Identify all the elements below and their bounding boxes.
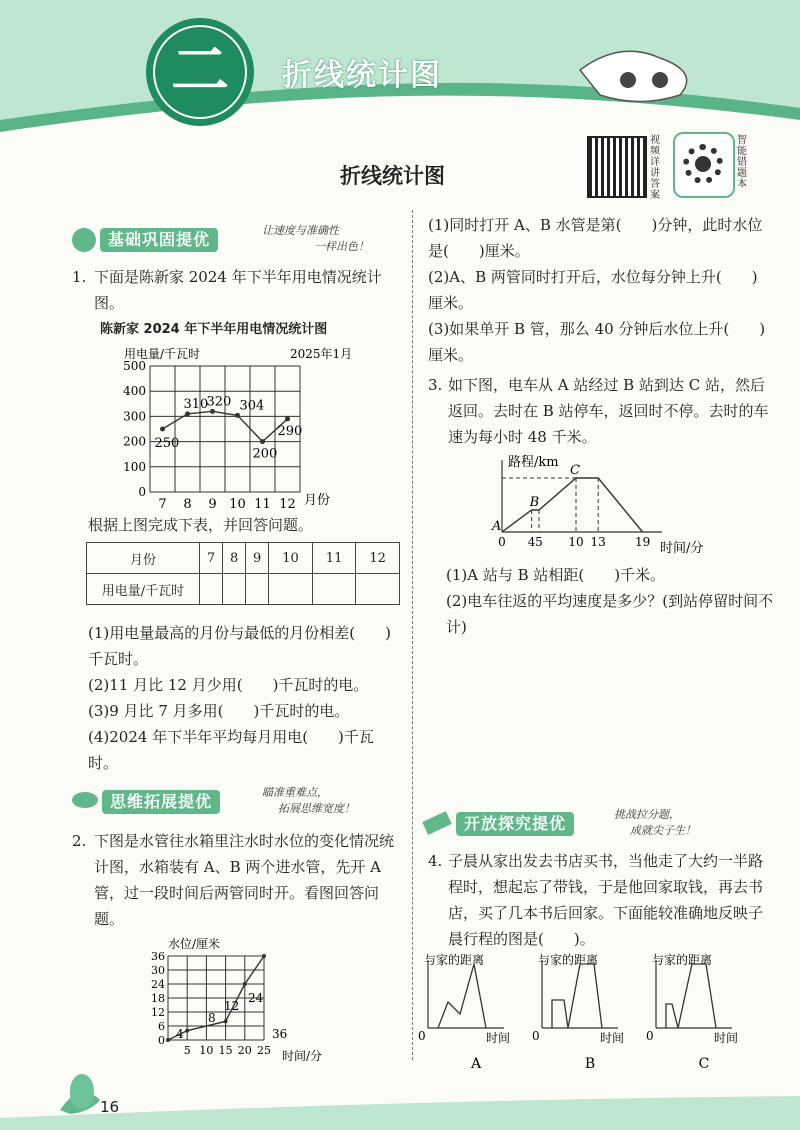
- question-number: 4.: [428, 852, 443, 870]
- q4-graph-line: [666, 964, 716, 1028]
- chart2-ytick: 24: [151, 978, 165, 991]
- chart2-ytick: 0: [158, 1034, 165, 1047]
- section-slogan: 挑战拉分题，: [614, 808, 680, 821]
- q4-graph-ylabel: 与家的距离: [424, 953, 485, 967]
- chart3-point-label: A: [492, 519, 502, 534]
- chart2-ytick: 18: [151, 992, 165, 1005]
- q1-sub4: (4)2024 年下半年平均每月用电( )千瓦时。: [88, 728, 374, 772]
- section-slogan: 成就尖子生！: [630, 824, 696, 837]
- table-month-cell: 9: [246, 543, 269, 574]
- q1-sub2: (2)11 月比 12 月少用( )千瓦时的电。: [88, 676, 369, 694]
- q4-graph-line: [552, 964, 602, 1028]
- q4-option-label: C: [698, 1056, 710, 1072]
- answer-cell[interactable]: [223, 574, 246, 605]
- chart1-ytick: 300: [123, 409, 146, 424]
- q3-sub2: (2)电车往返的平均速度是多少？(到站停留时间不计): [446, 592, 774, 636]
- chart2-point: [166, 1038, 170, 1042]
- qr-left-caption: 视频详讲答案: [650, 135, 660, 201]
- section-header-extend: [72, 786, 402, 818]
- chart2-point: [243, 982, 247, 986]
- section-slogan: 拓展思维宽度！: [278, 802, 355, 815]
- chart2-point: [185, 1029, 189, 1033]
- q4-graph-line: [438, 964, 486, 1028]
- question-number: 1.: [72, 268, 87, 286]
- table-month-cell: 7: [200, 543, 223, 574]
- question-text: 下图是水管往水箱里注水时水位的变化情况统计图，水箱装有 A、B 两个进水管，先开 A 管，过一段时间后两管同时开。看图回答问题。: [94, 832, 395, 928]
- chart2-xtick: 25: [257, 1044, 271, 1057]
- qr-code-right: [673, 132, 735, 198]
- chart1-ytick: 200: [123, 434, 146, 449]
- target-icon: [72, 228, 96, 252]
- chart3-xtick: 5: [535, 535, 543, 549]
- answer-cell[interactable]: [269, 574, 313, 605]
- chart2-point: [224, 1019, 228, 1023]
- satellite-icon: [422, 811, 451, 835]
- chart2-data-label: 12: [224, 999, 240, 1013]
- chart1-data-label: 320: [206, 394, 232, 410]
- chart1-subtitle: 2025年1月: [290, 347, 353, 361]
- chart1-data-label: 304: [239, 398, 265, 414]
- dolphin-icon: [70, 1074, 94, 1108]
- table-month-cell: 11: [312, 543, 356, 574]
- chart1-point: [185, 411, 190, 416]
- chart1-ylabel: 用电量/千瓦时: [124, 347, 201, 361]
- q2-subquestions: [428, 212, 768, 368]
- chart1-point: [160, 427, 165, 432]
- chart2-xlabel: 时间/分: [282, 1049, 323, 1063]
- question-text: 下面是陈新家 2024 年下半年用电情况统计图。: [94, 268, 382, 312]
- q4-option-label: A: [470, 1056, 482, 1072]
- column-divider: [412, 210, 413, 1060]
- q3-sub1: (1)A 站与 B 站相距( )千米。: [446, 566, 666, 584]
- q1-instruction: 根据上图完成下表，并回答问题。: [88, 516, 314, 534]
- question-number: 3.: [428, 376, 443, 394]
- section-slogan: 瞄准重难点，: [262, 786, 328, 799]
- section-slogan: 一样出色！: [314, 240, 369, 253]
- chart1-data-label: 290: [277, 423, 303, 439]
- q2-sub3: (3)如果单开 B 管，那么 40 分钟后水位上升( )厘米。: [428, 320, 766, 364]
- answer-cell[interactable]: [246, 574, 269, 605]
- question-text: 如下图，电车从 A 站经过 B 站到达 C 站，然后返回。去时在 B 站停车，返回时不停。去时的车速为每小时 48 千米。: [448, 376, 769, 446]
- chart2-data-label: 24: [248, 991, 264, 1005]
- question-number: 2.: [72, 832, 87, 850]
- q1-subquestions: [88, 620, 400, 776]
- chart3-xtick: 10: [568, 535, 584, 549]
- chart2-ytick: 6: [158, 1020, 165, 1033]
- table-month-cell: 12: [356, 543, 400, 574]
- chart3-xtick: 13: [590, 535, 606, 549]
- qr-code-left: [587, 136, 647, 198]
- q4-graph-xlabel: 时间: [486, 1031, 511, 1045]
- chart3-point-label: C: [570, 463, 580, 478]
- page-title: 折线统计图: [340, 164, 445, 188]
- q4-option-graphs: [410, 948, 790, 1078]
- chart1-xtick: 11: [254, 497, 271, 512]
- q4-graph-xlabel: 时间: [714, 1031, 739, 1045]
- q3-subquestions: [446, 562, 776, 640]
- chart3-xtick: 0: [498, 535, 506, 549]
- chart2-ytick: 30: [151, 964, 165, 977]
- chart1-xtick: 8: [183, 497, 192, 512]
- table-month-cell: 10: [269, 543, 313, 574]
- chart1-data-label: 250: [154, 436, 180, 451]
- chart-tram-route: [484, 452, 724, 560]
- table-header-cell: 月份: [87, 543, 200, 574]
- chart3-ylabel: 路程/km: [508, 455, 559, 470]
- chart1-xlabel: 月份: [304, 493, 331, 508]
- chart1-xtick: 9: [208, 497, 217, 512]
- chart2-data-label: 36: [272, 1027, 288, 1041]
- question-2: [72, 828, 402, 932]
- chart1-title: 陈新家 2024 年下半年用电情况统计图: [100, 322, 328, 337]
- q4-graph-origin: 0: [532, 1029, 540, 1043]
- question-4: [428, 848, 773, 952]
- chart1-ytick: 0: [138, 485, 146, 499]
- q4-graph-origin: 0: [646, 1029, 654, 1043]
- answer-cell[interactable]: [312, 574, 356, 605]
- table-month-cell: 8: [223, 543, 246, 574]
- chart3-xtick: 19: [634, 535, 651, 549]
- chart-water-level: [140, 934, 360, 1064]
- chart1-point: [260, 439, 265, 444]
- chart1-point: [235, 413, 240, 418]
- electricity-table: [86, 542, 400, 605]
- section-slogan: 让速度与准确性: [262, 224, 339, 237]
- chart3-series-line: [502, 478, 643, 532]
- chart1-ytick: 400: [123, 384, 146, 399]
- chart2-xtick: 20: [237, 1044, 252, 1057]
- footer-band: [0, 1060, 800, 1130]
- chart2-ylabel: 水位/厘米: [168, 937, 221, 951]
- qr-right-caption: 智能错题本: [737, 135, 747, 190]
- chart2-ytick: 12: [151, 1006, 165, 1019]
- chart2-point: [262, 954, 266, 958]
- section-header-basic: [72, 224, 402, 256]
- q4-graph-origin: 0: [418, 1029, 426, 1043]
- chart-electricity: [92, 342, 362, 512]
- chart2-xtick: 10: [199, 1044, 214, 1057]
- chart1-point: [210, 409, 215, 414]
- section-title: 基础巩固提优: [100, 228, 218, 252]
- page-number: 16: [100, 1098, 120, 1116]
- chart1-data-label: 310: [183, 396, 209, 412]
- question-1: [72, 264, 402, 316]
- chart2-ytick: 36: [151, 950, 165, 963]
- section-title: 思维拓展提优: [102, 790, 220, 814]
- chart3-xlabel: 时间/分: [660, 541, 704, 556]
- q4-option-label: B: [584, 1056, 596, 1072]
- chart1-ytick: 500: [123, 359, 146, 373]
- chart2-data-label: 8: [208, 1011, 216, 1025]
- unit-title: 折线统计图: [282, 58, 442, 93]
- q4-graph-xlabel: 时间: [600, 1031, 625, 1045]
- chart1-ytick: 100: [123, 459, 146, 474]
- q1-sub3: (3)9 月比 7 月多用( )千瓦时的电。: [88, 702, 350, 720]
- ufo-icon: [72, 792, 98, 808]
- table-row-label: 用电量/千瓦时: [87, 574, 200, 605]
- question-3: [428, 372, 773, 450]
- chart2-xtick: 15: [218, 1044, 233, 1057]
- chart1-xtick: 12: [279, 497, 296, 512]
- answer-cell[interactable]: [200, 574, 223, 605]
- chart2-xtick: 5: [183, 1044, 191, 1057]
- unit-number: 二: [170, 36, 229, 104]
- chart1-point: [285, 416, 290, 421]
- q4-graph-ylabel: 与家的距离: [538, 953, 599, 967]
- chart3-point-label: B: [529, 495, 540, 510]
- chart1-xtick: 10: [229, 497, 246, 512]
- section-title: 开放探究提优: [456, 812, 574, 836]
- chart2-data-label: 4: [176, 1027, 184, 1041]
- chart1-xtick: 7: [158, 497, 167, 512]
- q4-graph-ylabel: 与家的距离: [652, 953, 713, 967]
- q2-sub1: (1)同时打开 A、B 水管是第( )分钟，此时水位是( )厘米。: [428, 216, 763, 260]
- section-header-explore: [424, 808, 774, 840]
- chart1-data-label: 200: [252, 446, 278, 462]
- question-text: 子晨从家出发去书店买书，当他走了大约一半路程时，想起忘了带钱，于是他回家取钱，再去书店，买了几本书后回家。下面能较准确地反映子晨行程的图是( )。: [448, 852, 764, 948]
- q1-sub1: (1)用电量最高的月份与最低的月份相差( )千瓦时。: [88, 624, 391, 668]
- chart3-xtick: 4: [527, 535, 536, 549]
- answer-cell[interactable]: [356, 574, 400, 605]
- q2-sub2: (2)A、B 两管同时打开后，水位每分钟上升( )厘米。: [428, 268, 758, 312]
